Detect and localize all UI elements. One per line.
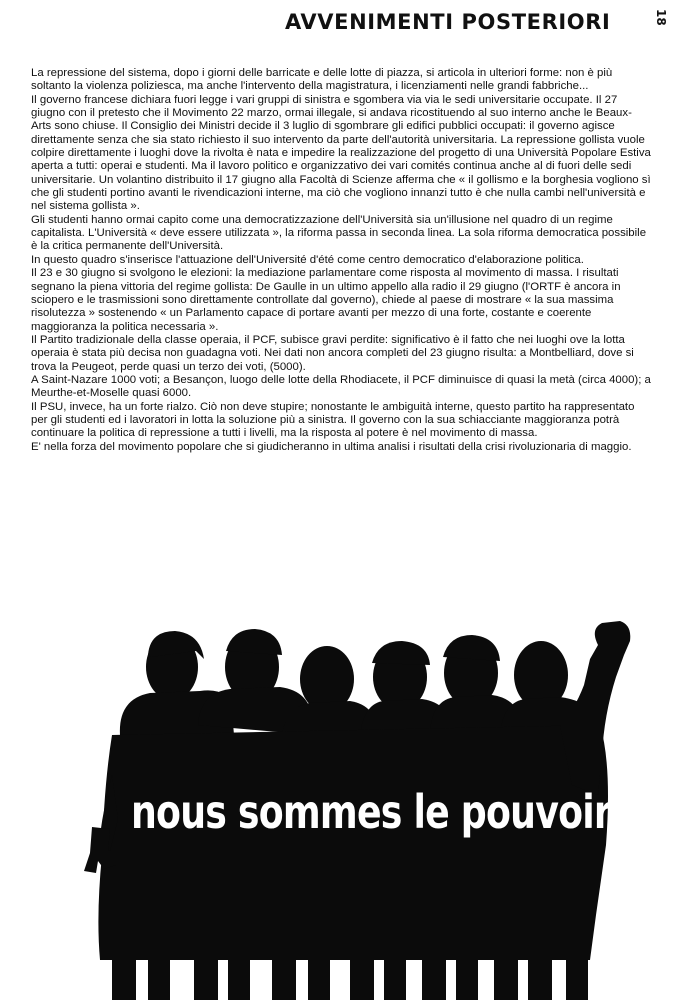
worker-leg [566, 955, 588, 1000]
paragraph: Il Partito tradizionale della classe operaia, il PCF, subisce gravi perdite: significativo è il fatto che nei luoghi ove la lotta operaia è stata più decisa non guadagna voti. Nei dati non ancora completi del 23 giugno risulta: a Montbelliard, dove si trova la Peugeot, perde quasi un terzo dei voti, (5000). [31, 333, 634, 373]
paragraph: Il PSU, invece, ha un forte rialzo. Ciò non deve stupire; nonostante le ambiguità interne, questo partito ha rappresentato per gli studenti ed i lavoratori in lotta la soluzione più a sinistra. Il governo con la sua schiacciante maggioranza potrà continuare la politica di repressione a tutti i livelli, ma la risposta al potere è nel movimento di massa. [31, 400, 635, 440]
article-body [31, 67, 651, 454]
worker-leg [272, 955, 296, 1000]
paragraph: La repressione del sistema, dopo i giorni delle barricate e delle lotte di piazza, si articola in ulteriori forme: non è più soltanto la violenza poliziesca, ma anche l'intervento della magistratura, i licenziamenti nelle grandi fabbriche... [31, 67, 613, 93]
worker-cap [226, 629, 282, 655]
page-number: 18 [654, 9, 668, 26]
worker-leg [422, 955, 446, 1000]
paragraph: Gli studenti hanno ormai capito come una democratizzazione dell'Università sia un'illusione nel quadro di un regime capitalista. L'Università « deve essere utilizzata », la riforma passa in seconda linea. La sola riforma democratica possibile è la critica permanente dell'Università. [31, 213, 647, 253]
worker-leg [194, 955, 218, 1000]
worker-bodies [98, 725, 608, 960]
poster-slogan: nous sommes le pouvoir [131, 785, 613, 839]
worker-leg [308, 955, 330, 1000]
worker-leg [494, 955, 518, 1000]
paragraph: Il governo francese dichiara fuori legge i vari gruppi di sinistra e sgombera via via le sedi universitarie occupate. Il 27 giugno con il pretesto che il Movimento 22 marzo, ormai illegale, si andava ricostituendo al suo interno anche le Beaux-Arts sono chiuse. Il Consiglio dei Ministri decide il 3 luglio di sgombrare gli edifici pubblici occupati: il governo agisce direttamente senza che sia stato richiesto il suo intervento da parte dell'autorità universitaria. La repressione gollista vuole colpire direttamente i luoghi dove la rivolta è nata e impedire la realizzazione del progetto di una Università Popolare Estiva aperta a tutti: operai e studenti. Ma il lavoro politico e organizzativo dei vari comités continua anche al di fuori delle sedi universitarie. Un volantino distribuito il 17 giugno alla Facoltà di Scienze afferma che « il gollismo e la borghesia vogliono sì che gli studenti portino avanti le rivendicazioni interne, ma ciò che vogliono innanzi tutto è che nulla cambi nell'università e nel sistema gollista ». [31, 93, 651, 213]
workers-silhouette-illustration [0, 615, 681, 1000]
worker-leg [528, 955, 552, 1000]
paragraph: In questo quadro s'inserisce l'attuazione dell'Université d'été come centro democratico d'elaborazione politica. [31, 253, 584, 266]
worker-leg [112, 955, 136, 1000]
worker-leg [350, 955, 374, 1000]
worker-leg [384, 955, 406, 1000]
worker-cap [372, 641, 430, 665]
page-title: AVVENIMENTI POSTERIORI [285, 10, 611, 34]
workers-silhouette-poster [0, 615, 681, 1000]
paragraph: Il 23 e 30 giugno si svolgono le elezioni: la mediazione parlamentare come risposta al movimento di massa. I risultati segnano la piena vittoria del regime gollista: De Gaulle in un ultimo appello alla radio il 29 giugno (l'ORTF è ancora in sciopero e le trasmissioni sono direttamente controllate dal governo), chiede al paese di mostrare « la sua massima risolutezza » sostenendo « un Parlamento capace di portare avanti per mezzo di una forte, costante e coerente maggioranza la politica necessaria ». [31, 267, 621, 333]
worker-cap [443, 635, 500, 661]
paragraph: A Saint-Nazare 1000 voti; a Besançon, luogo delle lotte della Rhodiacete, il PCF diminuisce di quasi la metà (circa 4000); a Meurthe-et-Moselle quasi 6000. [31, 373, 651, 400]
paragraph: E' nella forza del movimento popolare che si giudicheranno in ultima analisi i risultati della crisi rivoluzionaria di maggio. [31, 440, 632, 453]
worker-leg [228, 955, 250, 1000]
worker-leg [456, 955, 478, 1000]
worker-leg [148, 955, 170, 1000]
